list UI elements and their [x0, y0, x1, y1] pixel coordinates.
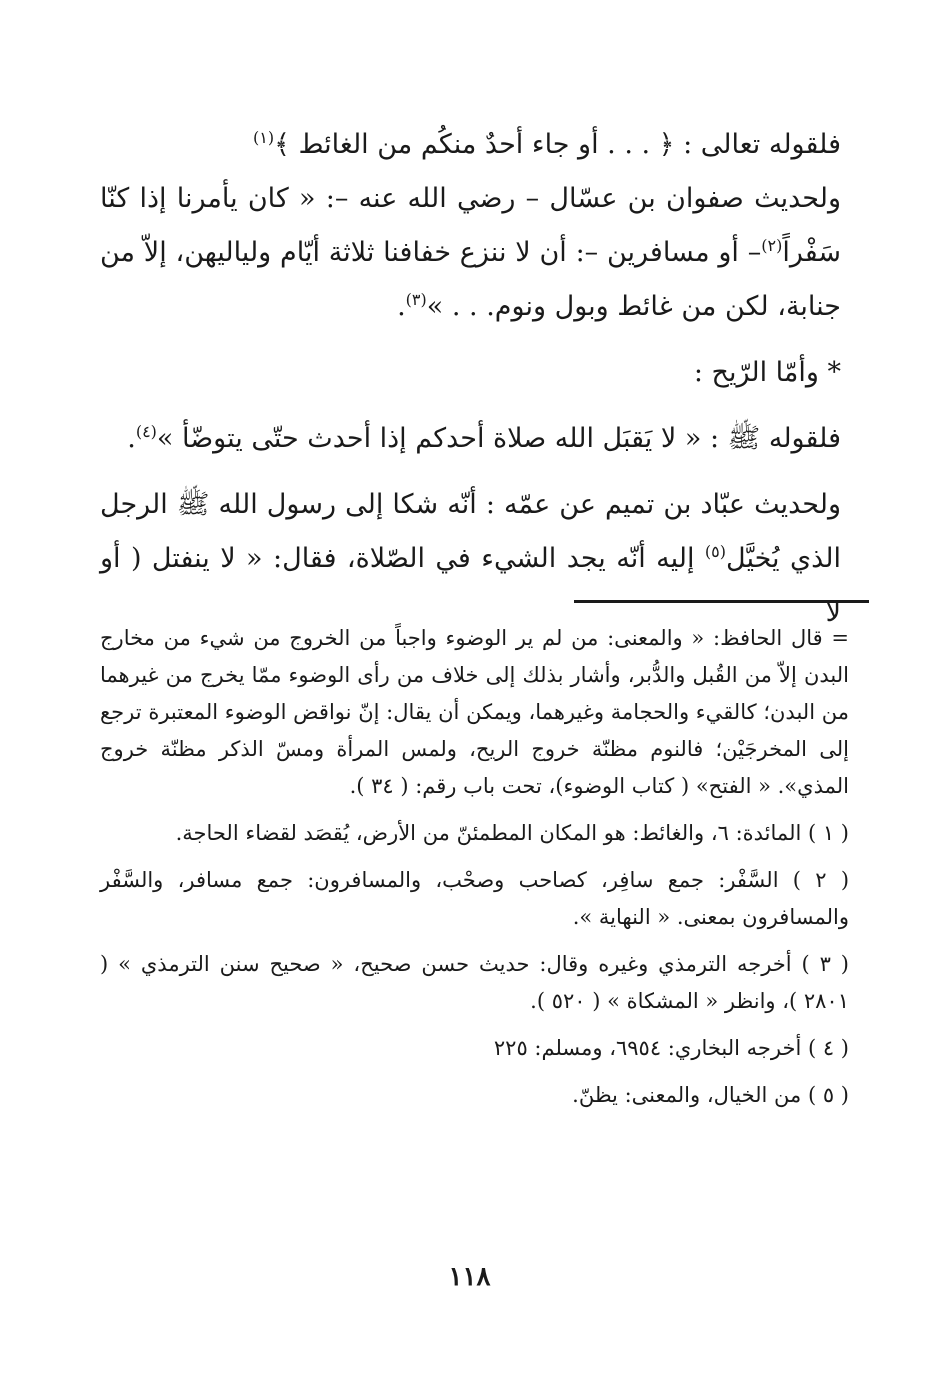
- footnote-divider: [574, 600, 869, 603]
- hadith-safwan-text-b: – أو مسافرين –: أن لا ننزع خفافنا ثلاثة أيّام ولياليهن، إلاّ من جنابة، لكن من غائط وبول ونوم. . . »: [100, 237, 841, 322]
- footnote-ref-4: (٤): [135, 422, 157, 441]
- footnote-item-5: ( ٥ ) من الخيال، والمعنى: يظنّ.: [572, 1083, 849, 1107]
- footnote-item-2: ( ٢ ) السَّفْر: جمع سافِر، كصاحب وصحْب، والمسافرون: جمع مسافر، والسَّفْر والمسافرون بمعنى. « النهاية ».: [100, 868, 850, 929]
- hadith-safwan-text-a: ولحديث صفوان بن عسّال – رضي الله عنه –: « كان يأمرنا إذا كنّا سَفْراً: [100, 183, 841, 268]
- hadith-safwan-end: .: [397, 291, 406, 322]
- page-number: ١١٨: [448, 1262, 491, 1292]
- hadith-wudu-end: .: [127, 423, 136, 454]
- heading-wind: * وأمّا الرّيح :: [693, 357, 841, 388]
- footnote-item-4: ( ٤ ) أخرجه البخاري: ٦٩٥٤، ومسلم: ٢٢٥: [493, 1036, 849, 1060]
- paragraph-hadith-wudu: [100, 412, 869, 466]
- main-text: [100, 118, 869, 640]
- paragraph-quran-verse: [100, 118, 869, 172]
- footnote-item-1: ( ١ ) المائدة: ٦، والغائط: هو المكان المطمئنّ من الأرض، يُقصَد لقضاء الحاجة.: [175, 821, 849, 845]
- footnote-ref-3: (٣): [405, 290, 427, 309]
- footnote-item-3: ( ٣ ) أخرجه الترمذي وغيره وقال: حديث حسن صحيح، « صحيح سنن الترمذي » ( ٢٨٠١ )، وانظر « المشكاة » ( ٥٢٠ ).: [100, 952, 849, 1013]
- footnote-ref-1: (١): [253, 128, 275, 147]
- footnote-ref-2: (٢): [761, 236, 783, 255]
- footnote-continuation: = قال الحافظ: « والمعنى: من لم ير الوضوء واجباً من الخروج من شيء من مخارج البدن إلاّ من القُبل والدُّبر، وأشار بذلك إلى خلاف من رأى الوضوء ممّا يخرج من غيرهما من البدن؛ كالقيء والحجامة وغيرهما، ويمكن أن يقال: إنّ نواقض الوضوء المعتبرة ترجع إلى المخرجَيْن؛ فالنوم مظنّة خروج الريح، ولمس المرأة ومسّ الذكر مظنّة خروج المذي». « الفتح» ( كتاب الوضوء)، تحت باب رقم: ( ٣٤ ).: [100, 626, 849, 798]
- verse-text: فلقوله تعالى : ﴿ . . . أو جاء أحدٌ منكُم من الغائط ﴾: [274, 129, 841, 160]
- hadith-abbad-text-b: إليه أنّه يجد الشيء في الصّلاة، فقال: « لا ينفتل ( أو لا: [100, 543, 841, 628]
- paragraph-hadith-abbad: [100, 478, 869, 640]
- paragraph-hadith-safwan: [100, 172, 869, 334]
- hadith-abbad-text-a: ولحديث عبّاد بن تميم عن عمّه : أنّه شكا إلى رسول الله ﷺ الرجل الذي يُخيَّل: [100, 489, 841, 574]
- footnote-ref-5: (٥): [704, 542, 726, 561]
- hadith-wudu-text: فلقوله ﷺ : « لا يَقبَل الله صلاة أحدكم إذا أحدث حتّى يتوضّأ »: [156, 423, 841, 454]
- footnotes: [100, 620, 869, 1114]
